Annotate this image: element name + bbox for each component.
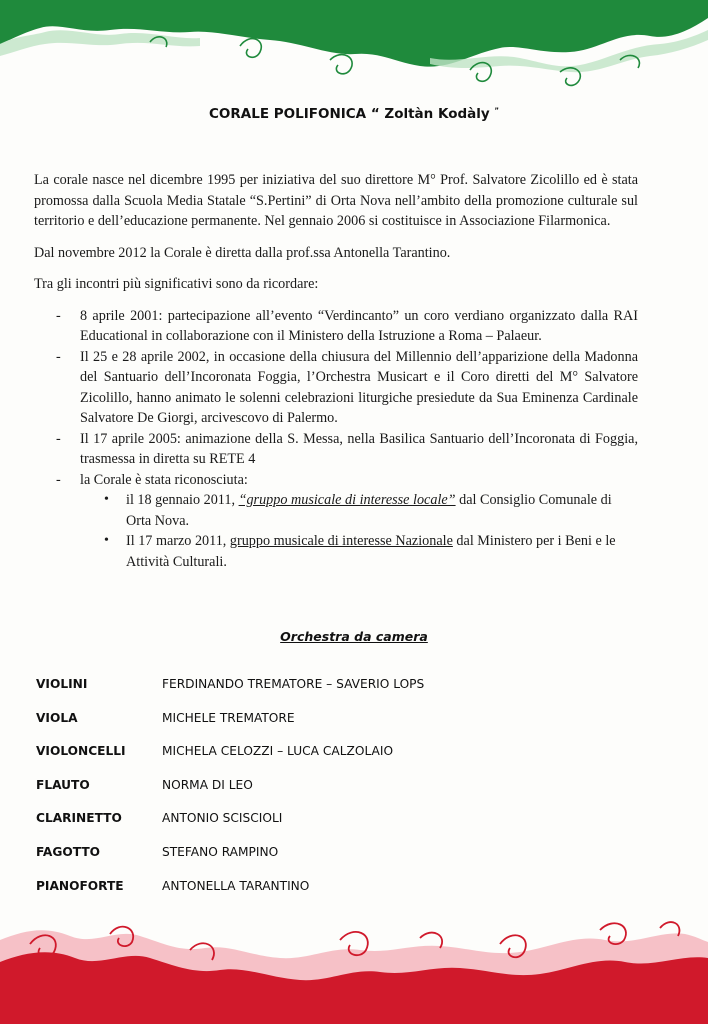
- paragraph-direction: Dal novembre 2012 la Corale è diretta dalla prof.ssa Antonella Tarantino.: [34, 244, 451, 261]
- events-list: [34, 306, 638, 573]
- instrument-label: FAGOTTO: [36, 844, 100, 859]
- dash-marker: -: [56, 307, 61, 324]
- roster-row: [36, 811, 636, 845]
- list-item: [34, 347, 638, 429]
- document-body: [34, 170, 638, 572]
- orchestra-heading: Orchestra da camera: [280, 629, 428, 644]
- list-item: [34, 429, 638, 470]
- player-names: STEFANO RAMPINO: [162, 844, 279, 859]
- dash-marker: -: [56, 348, 61, 365]
- recognition-title: gruppo musicale di interesse Nazionale: [229, 533, 453, 549]
- recognition-issuer: dal Consiglio Comunale di Orta Nova.: [126, 492, 612, 529]
- bullet-marker: •: [104, 533, 109, 548]
- player-names: FERDINANDO TREMATORE – SAVERIO LOPS: [162, 677, 425, 691]
- page-title: [0, 106, 708, 122]
- event-text: la Corale è stata riconosciuta:: [80, 471, 248, 488]
- instrument-label: FLAUTO: [36, 777, 90, 792]
- orchestra-roster: [36, 677, 636, 912]
- title-choir: CORALE POLIFONICA: [209, 106, 367, 122]
- instrument-label: VIOLA: [36, 710, 78, 725]
- title-closing-mark: ”: [494, 106, 499, 115]
- list-item: [80, 531, 638, 572]
- instrument-label: VIOLINI: [36, 677, 88, 691]
- bullet-marker: •: [104, 492, 109, 507]
- top-green-border-decoration: [0, 0, 708, 92]
- player-names: MICHELA CELOZZI – LUCA CALZOLAIO: [162, 744, 394, 759]
- player-names: MICHELE TREMATORE: [162, 710, 295, 725]
- dash-marker: -: [56, 430, 61, 447]
- recognition-date: Il 17 marzo 2011,: [126, 533, 230, 549]
- player-names: ANTONELLA TARANTINO: [162, 878, 310, 893]
- player-names: NORMA DI LEO: [162, 777, 253, 792]
- event-text: Il 25 e 28 aprile 2002, in occasione della chiusura del Millennio dell’apparizione della Madonna del Santuario dell’Incoronata Foggia, l’Orchestra Musicart e il Coro diretti del M° Salvatore Zicolillo, hanno animato le solenni celebrazioni liturgiche presiedute da Sua Eminenza Cardinale Salvatore De Giorgi, arcivescovo di Palermo.: [80, 348, 638, 426]
- roster-row: [36, 778, 636, 812]
- dash-marker: -: [56, 471, 61, 488]
- roster-row: [36, 845, 636, 879]
- list-item: [80, 490, 638, 531]
- recognitions-list: [80, 490, 638, 572]
- roster-row: [36, 879, 636, 913]
- list-item: [34, 306, 638, 347]
- recognition-title: “gruppo musicale di interesse locale”: [238, 492, 456, 508]
- instrument-label: VIOLONCELLI: [36, 744, 126, 759]
- paragraph-events-intro: Tra gli incontri più significativi sono da ricordare:: [34, 276, 319, 292]
- paragraph-history: La corale nasce nel dicembre 1995 per iniziativa del suo direttore M° Prof. Salvatore Zicolillo ed è stata promossa dalla Scuola Media Statale “S.Pertini” di Orta Nova nell’ambito della promozione culturale sul territorio e dell’educazione permanente. Nel gennaio 2006 si costituisce in Associazione Filarmonica.: [34, 172, 638, 229]
- roster-row: [36, 711, 636, 745]
- bottom-red-border-decoration: [0, 900, 708, 1024]
- player-names: ANTONIO SCISCIOLI: [162, 811, 283, 826]
- list-item: [34, 470, 638, 573]
- recognition-issuer: dal Ministero per i Beni e le Attività Culturali.: [126, 533, 616, 570]
- event-text: Il 17 aprile 2005: animazione della S. Messa, nella Basilica Santuario dell’Incoronata di Foggia, trasmessa in diretta su RETE 4: [80, 430, 638, 467]
- instrument-label: PIANOFORTE: [36, 878, 124, 893]
- event-text: 8 aprile 2001: partecipazione all’evento “Verdincanto” un coro verdiano organizzato dalla RAI Educational in collaborazione con il Ministero della Istruzione a Roma – Palaeur.: [80, 307, 638, 344]
- title-choir-name: “ Zoltàn Kodàly: [370, 106, 490, 122]
- roster-row: [36, 744, 636, 778]
- instrument-label: CLARINETTO: [36, 811, 122, 826]
- roster-row: [36, 677, 636, 711]
- recognition-date: il 18 gennaio 2011,: [126, 492, 239, 508]
